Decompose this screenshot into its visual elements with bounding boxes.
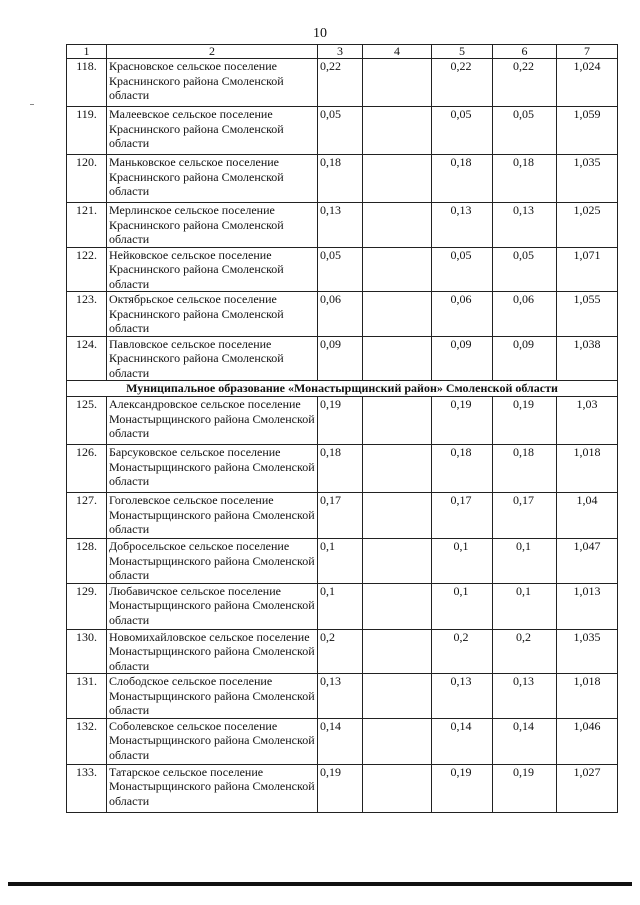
value-col-5: 0,1 bbox=[432, 539, 493, 584]
value-col-6: 0,18 bbox=[493, 155, 557, 203]
row-number: 130. bbox=[67, 629, 107, 674]
value-col-4 bbox=[363, 336, 432, 381]
row-number: 124. bbox=[67, 336, 107, 381]
value-col-7: 1,055 bbox=[557, 292, 618, 337]
value-col-4 bbox=[363, 539, 432, 584]
value-col-6: 0,05 bbox=[493, 247, 557, 292]
row-number: 131. bbox=[67, 674, 107, 719]
value-col-3: 0,06 bbox=[318, 292, 363, 337]
value-col-4 bbox=[363, 397, 432, 445]
value-col-7: 1,071 bbox=[557, 247, 618, 292]
value-col-5: 0,05 bbox=[432, 107, 493, 155]
value-col-7: 1,013 bbox=[557, 583, 618, 629]
value-col-4 bbox=[363, 674, 432, 719]
settlement-name: Добросельское сельское поселение Монастырщинского района Смоленской области bbox=[107, 539, 318, 584]
value-col-6: 0,22 bbox=[493, 59, 557, 107]
value-col-7: 1,024 bbox=[557, 59, 618, 107]
value-col-5: 0,14 bbox=[432, 718, 493, 764]
header-cell-4: 4 bbox=[363, 45, 432, 59]
settlement-name: Татарское сельское поселение Монастырщинского района Смоленской области bbox=[107, 764, 318, 812]
table-row bbox=[67, 583, 618, 629]
table-row bbox=[67, 155, 618, 203]
value-col-4 bbox=[363, 292, 432, 337]
settlement-name: Октябрьское сельское поселение Краснинского района Смоленской области bbox=[107, 292, 318, 337]
value-col-5: 0,09 bbox=[432, 336, 493, 381]
value-col-7: 1,025 bbox=[557, 203, 618, 248]
value-col-4 bbox=[363, 629, 432, 674]
value-col-6: 0,19 bbox=[493, 397, 557, 445]
value-col-4 bbox=[363, 764, 432, 812]
value-col-3: 0,2 bbox=[318, 629, 363, 674]
table-row bbox=[67, 107, 618, 155]
value-col-7: 1,038 bbox=[557, 336, 618, 381]
header-cell-5: 5 bbox=[432, 45, 493, 59]
settlement-name: Александровское сельское поселение Монастырщинского района Смоленской области bbox=[107, 397, 318, 445]
value-col-4 bbox=[363, 59, 432, 107]
header-cell-2: 2 bbox=[107, 45, 318, 59]
value-col-3: 0,13 bbox=[318, 203, 363, 248]
bottom-rule bbox=[8, 882, 632, 886]
value-col-3: 0,05 bbox=[318, 107, 363, 155]
table-row bbox=[67, 203, 618, 248]
header-cell-6: 6 bbox=[493, 45, 557, 59]
value-col-3: 0,09 bbox=[318, 336, 363, 381]
settlement-name: Барсуковское сельское поселение Монастырщинского района Смоленской области bbox=[107, 445, 318, 493]
value-col-7: 1,018 bbox=[557, 445, 618, 493]
value-col-6: 0,06 bbox=[493, 292, 557, 337]
value-col-5: 0,05 bbox=[432, 247, 493, 292]
settlement-name: Новомихайловское сельское поселение Монастырщинского района Смоленской области bbox=[107, 629, 318, 674]
value-col-5: 0,18 bbox=[432, 155, 493, 203]
value-col-3: 0,18 bbox=[318, 155, 363, 203]
value-col-5: 0,22 bbox=[432, 59, 493, 107]
settlement-name: Любавичское сельское поселение Монастырщинского района Смоленской области bbox=[107, 583, 318, 629]
value-col-5: 0,17 bbox=[432, 493, 493, 539]
settlement-name: Нейковское сельское поселение Краснинского района Смоленской области bbox=[107, 247, 318, 292]
table-row bbox=[67, 764, 618, 812]
section-header-body bbox=[67, 381, 618, 397]
section-title: Муниципальное образование «Монастырщинский район» Смоленской области bbox=[67, 381, 618, 397]
value-col-4 bbox=[363, 445, 432, 493]
row-number: 123. bbox=[67, 292, 107, 337]
value-col-3: 0,17 bbox=[318, 493, 363, 539]
settlement-name: Слободское сельское поселение Монастырщинского района Смоленской области bbox=[107, 674, 318, 719]
header-row bbox=[67, 45, 618, 59]
value-col-7: 1,046 bbox=[557, 718, 618, 764]
data-table bbox=[66, 44, 618, 813]
value-col-7: 1,059 bbox=[557, 107, 618, 155]
value-col-4 bbox=[363, 107, 432, 155]
table-body-monastyrshchinsky bbox=[67, 397, 618, 813]
value-col-5: 0,19 bbox=[432, 397, 493, 445]
table-row bbox=[67, 59, 618, 107]
settlement-name: Соболевское сельское поселение Монастырщинского района Смоленской области bbox=[107, 718, 318, 764]
value-col-6: 0,17 bbox=[493, 493, 557, 539]
value-col-5: 0,19 bbox=[432, 764, 493, 812]
value-col-5: 0,2 bbox=[432, 629, 493, 674]
settlement-name: Мерлинское сельское поселение Краснинского района Смоленской области bbox=[107, 203, 318, 248]
settlement-name: Павловское сельское поселение Краснинского района Смоленской области bbox=[107, 336, 318, 381]
value-col-3: 0,13 bbox=[318, 674, 363, 719]
value-col-6: 0,13 bbox=[493, 674, 557, 719]
settlement-name: Маньковское сельское поселение Краснинского района Смоленской области bbox=[107, 155, 318, 203]
value-col-7: 1,035 bbox=[557, 629, 618, 674]
table-row bbox=[67, 247, 618, 292]
value-col-5: 0,18 bbox=[432, 445, 493, 493]
value-col-7: 1,047 bbox=[557, 539, 618, 584]
value-col-6: 0,13 bbox=[493, 203, 557, 248]
row-number: 125. bbox=[67, 397, 107, 445]
value-col-3: 0,18 bbox=[318, 445, 363, 493]
row-number: 128. bbox=[67, 539, 107, 584]
value-col-3: 0,19 bbox=[318, 397, 363, 445]
value-col-3: 0,05 bbox=[318, 247, 363, 292]
section-header-row bbox=[67, 381, 618, 397]
value-col-6: 0,18 bbox=[493, 445, 557, 493]
value-col-6: 0,09 bbox=[493, 336, 557, 381]
value-col-5: 0,1 bbox=[432, 583, 493, 629]
margin-mark bbox=[30, 104, 34, 105]
value-col-3: 0,1 bbox=[318, 539, 363, 584]
value-col-7: 1,018 bbox=[557, 674, 618, 719]
value-col-4 bbox=[363, 493, 432, 539]
table-row bbox=[67, 629, 618, 674]
page-number: 10 bbox=[313, 26, 327, 41]
table-row bbox=[67, 493, 618, 539]
value-col-3: 0,19 bbox=[318, 764, 363, 812]
table-body-krasninsky bbox=[67, 59, 618, 381]
value-col-4 bbox=[363, 155, 432, 203]
value-col-7: 1,035 bbox=[557, 155, 618, 203]
value-col-4 bbox=[363, 203, 432, 248]
table-row bbox=[67, 445, 618, 493]
value-col-4 bbox=[363, 718, 432, 764]
value-col-6: 0,2 bbox=[493, 629, 557, 674]
header-cell-1: 1 bbox=[67, 45, 107, 59]
table-row bbox=[67, 397, 618, 445]
table-row bbox=[67, 674, 618, 719]
value-col-3: 0,22 bbox=[318, 59, 363, 107]
row-number: 119. bbox=[67, 107, 107, 155]
value-col-3: 0,1 bbox=[318, 583, 363, 629]
row-number: 129. bbox=[67, 583, 107, 629]
value-col-6: 0,05 bbox=[493, 107, 557, 155]
value-col-6: 0,1 bbox=[493, 583, 557, 629]
row-number: 122. bbox=[67, 247, 107, 292]
settlement-name: Гоголевское сельское поселение Монастырщинского района Смоленской области bbox=[107, 493, 318, 539]
row-number: 121. bbox=[67, 203, 107, 248]
value-col-4 bbox=[363, 583, 432, 629]
value-col-6: 0,14 bbox=[493, 718, 557, 764]
row-number: 133. bbox=[67, 764, 107, 812]
row-number: 132. bbox=[67, 718, 107, 764]
settlement-name: Малеевское сельское поселение Краснинского района Смоленской области bbox=[107, 107, 318, 155]
row-number: 118. bbox=[67, 59, 107, 107]
row-number: 127. bbox=[67, 493, 107, 539]
value-col-4 bbox=[363, 247, 432, 292]
settlement-name: Красновское сельское поселение Краснинского района Смоленской области bbox=[107, 59, 318, 107]
value-col-5: 0,13 bbox=[432, 674, 493, 719]
table-row bbox=[67, 292, 618, 337]
row-number: 126. bbox=[67, 445, 107, 493]
value-col-7: 1,04 bbox=[557, 493, 618, 539]
value-col-5: 0,13 bbox=[432, 203, 493, 248]
header-cell-3: 3 bbox=[318, 45, 363, 59]
row-number: 120. bbox=[67, 155, 107, 203]
value-col-6: 0,19 bbox=[493, 764, 557, 812]
value-col-3: 0,14 bbox=[318, 718, 363, 764]
value-col-5: 0,06 bbox=[432, 292, 493, 337]
table-row bbox=[67, 336, 618, 381]
table-row bbox=[67, 539, 618, 584]
table-row bbox=[67, 718, 618, 764]
value-col-7: 1,03 bbox=[557, 397, 618, 445]
header-cell-7: 7 bbox=[557, 45, 618, 59]
value-col-7: 1,027 bbox=[557, 764, 618, 812]
value-col-6: 0,1 bbox=[493, 539, 557, 584]
